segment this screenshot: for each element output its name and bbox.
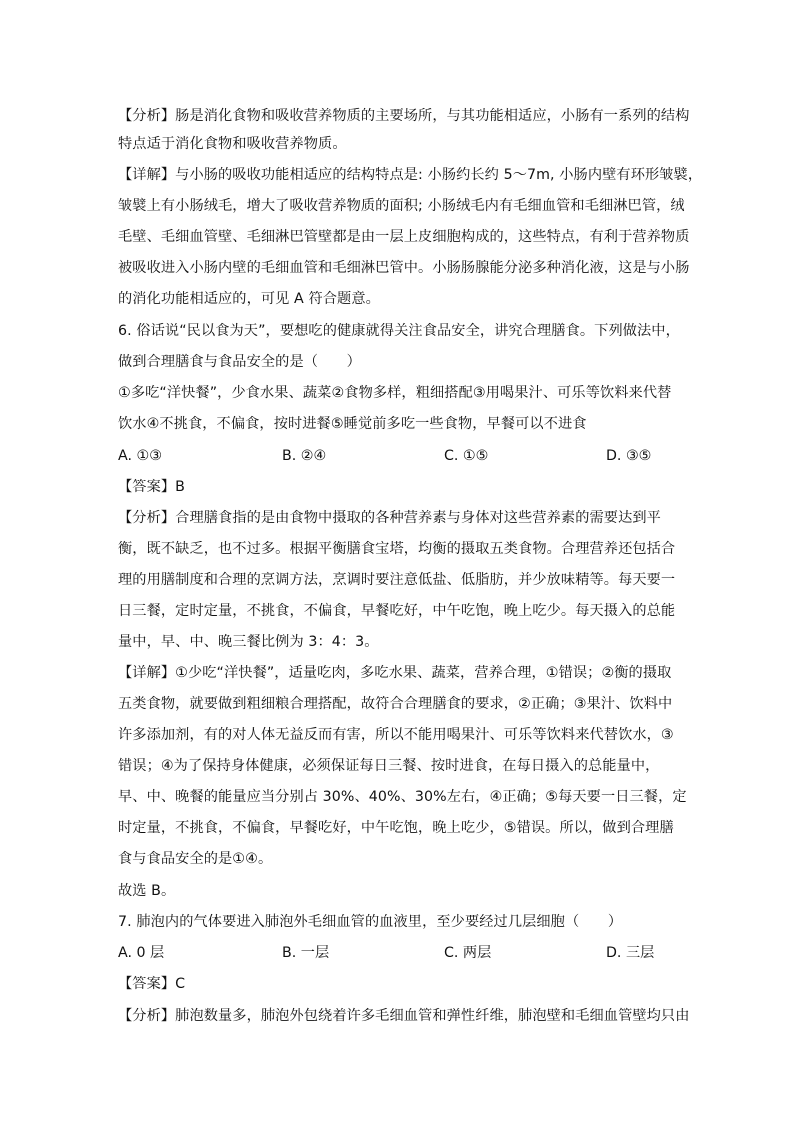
detail-line: 毛壁、毛细血管壁、毛细淋巴管壁都是由一层上皮细胞构成的，这些特点，有利于营养物质	[118, 229, 690, 245]
conclusion-line: 故选 B。	[118, 883, 176, 899]
q6-option-a: A. ①③	[118, 448, 162, 464]
q7-option-c: C. 两层	[444, 945, 492, 961]
question-6-line: 饮水④不挑食，不偏食，按时进餐⑤睡觉前多吃一些食物，早餐可以不进食	[118, 416, 587, 432]
q6-option-d: D. ③⑤	[606, 448, 652, 464]
analysis-line: 【分析】肠是消化食物和吸收营养物质的主要场所，与其功能相适应，小肠有一系列的结构	[118, 108, 690, 124]
q7-option-d: D. 三层	[606, 945, 655, 961]
question-6-line: ①多吃“洋快餐”，少食水果、蔬菜②食物多样，粗细搭配③用喝果汁、可乐等饮料来代替	[118, 385, 672, 401]
analysis-line: 【分析】合理膳食指的是由食物中摄取的各种营养素与身体对这些营养素的需要达到平	[118, 510, 661, 526]
analysis-line: 量中，早、中、晚三餐比例为 3：4：3。	[118, 634, 379, 650]
detail-line: 【详解】与小肠的吸收功能相适应的结构特点是: 小肠约长约 5～7m, 小肠内壁有环形皱襞，	[118, 167, 703, 183]
detail-line: 错误；④为了保持身体健康，必须保证每日三餐、按时进食，在每日摄入的总能量中，	[118, 758, 660, 774]
q6-option-b: B. ②④	[282, 448, 327, 464]
question-7-line: 7. 肺泡内的气体要进入肺泡外毛细血管的血液里，至少要经过几层细胞（ ）	[118, 914, 623, 930]
question-6-line: 6. 俗话说“民以食为天”，要想吃的健康就得关注食品安全，讲究合理膳食。下列做法中，	[118, 323, 680, 339]
detail-line: 【详解】①少吃“洋快餐”，适量吃肉，多吃水果、蔬菜，营养合理，①错误；②衡的摄取	[118, 665, 672, 681]
analysis-line: 理的用膳制度和合理的烹调方法，烹调时要注意低盐、低脂肪，并少放味精等。每天要一	[118, 572, 676, 588]
analysis-line: 日三餐，定时定量，不挑食，不偏食，早餐吃好，中午吃饱，晚上吃少。每天摄入的总能	[118, 603, 676, 619]
detail-line: 食与食品安全的是①④。	[118, 851, 273, 867]
q7-option-a: A. 0 层	[118, 945, 165, 961]
analysis-line: 特点适于消化食物和吸收营养物质。	[118, 136, 347, 152]
q7-option-b: B. 一层	[282, 945, 330, 961]
detail-line: 五类食物，就要做到粗细粮合理搭配，故符合合理膳食的要求，②正确；③果汁、饮料中	[118, 696, 673, 712]
q6-option-c: C. ①⑤	[444, 448, 489, 464]
question-6-line: 做到合理膳食与食品安全的是（ ）	[118, 354, 361, 370]
detail-line: 被吸收进入小肠内壁的毛细血管和毛细淋巴管中。小肠肠腺能分泌多种消化液，这是与小肠	[118, 260, 690, 276]
detail-line: 许多添加剂，有的对人体无益反而有害，所以不能用喝果汁、可乐等饮料来代替饮水，③	[118, 727, 674, 743]
detail-line: 早、中、晚餐的能量应当分别占 30%、40%、30%左右，④正确；⑤每天要一日三餐，定	[118, 789, 687, 805]
answer-line: 【答案】B	[118, 479, 185, 495]
analysis-line: 【分析】肺泡数量多，肺泡外包绕着许多毛细血管和弹性纤维，肺泡壁和毛细血管壁均只由	[118, 1008, 690, 1024]
analysis-line: 衡，既不缺乏，也不过多。根据平衡膳食宝塔，均衡的摄取五类食物。合理营养还包括合	[118, 541, 676, 557]
detail-line: 皱襞上有小肠绒毛，增大了吸收营养物质的面积; 小肠绒毛内有毛细血管和毛细淋巴管，绒	[118, 198, 685, 214]
detail-line: 的消化功能相适应的，可见 A 符合题意。	[118, 291, 380, 307]
answer-line: 【答案】C	[118, 976, 186, 992]
detail-line: 时定量，不挑食，不偏食，早餐吃好，中午吃饱，晚上吃少，⑤错误。所以，做到合理膳	[118, 820, 674, 836]
